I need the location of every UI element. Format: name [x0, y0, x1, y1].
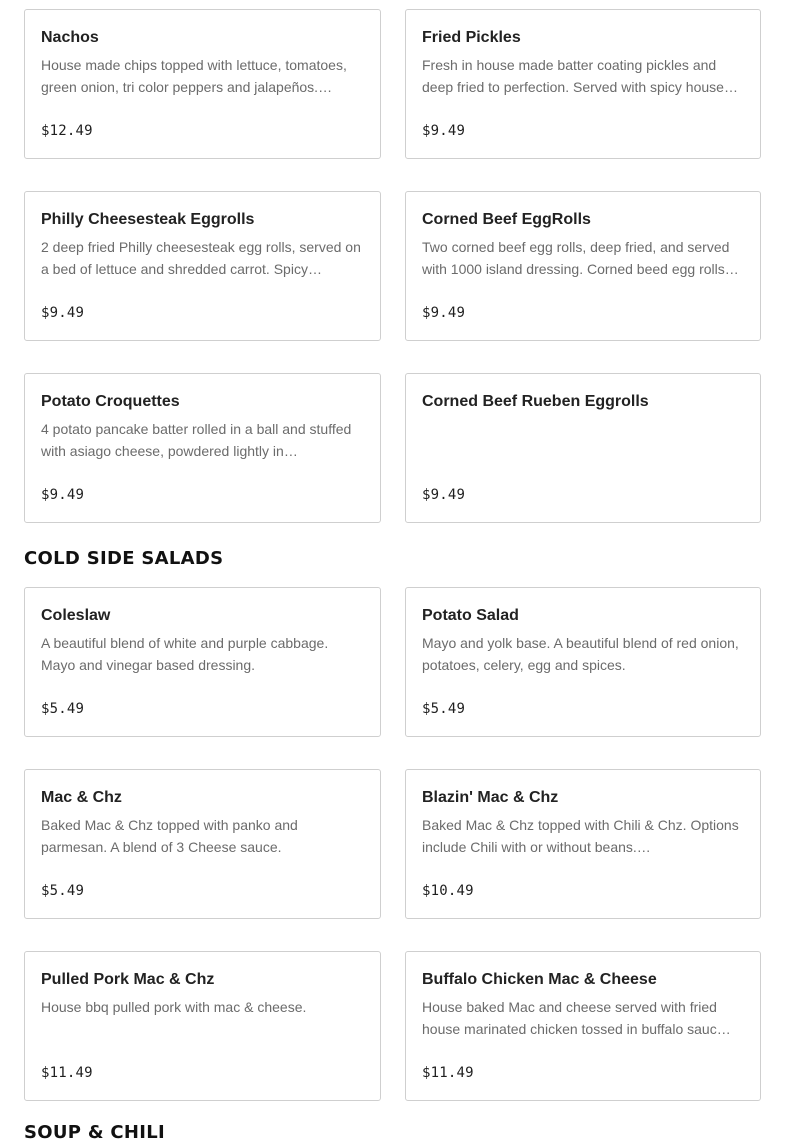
item-price: $5.49 [41, 701, 85, 717]
item-price: $10.49 [422, 883, 474, 899]
cold-side-salads-grid [24, 587, 761, 1101]
item-price: $9.49 [41, 305, 85, 321]
item-description: Mayo and yolk base. A beautiful blend of red onion, potatoes, celery, egg and spices. [422, 635, 739, 673]
item-price: $9.49 [422, 123, 466, 139]
item-price: $9.49 [422, 305, 466, 321]
item-price: $11.49 [41, 1065, 93, 1081]
item-description: Baked Mac & Chz topped with Chili & Chz. Options include Chili with or without beans.… [422, 817, 739, 855]
menu-item-card[interactable] [24, 191, 381, 341]
menu-item-card[interactable] [405, 769, 761, 919]
section-title-soup-chili: SOUP & CHILI [24, 1122, 166, 1143]
item-name: Potato Salad [422, 607, 519, 624]
item-description: House baked Mac and cheese served with fried house marinated chicken tossed in buffalo sauc… [422, 999, 731, 1037]
item-name: Nachos [41, 29, 99, 46]
item-name: Pulled Pork Mac & Chz [41, 971, 215, 988]
item-price: $9.49 [41, 487, 85, 503]
item-description: A beautiful blend of white and purple cabbage. Mayo and vinegar based dressing. [41, 635, 329, 673]
menu-item-card[interactable] [24, 373, 381, 523]
menu-item-card[interactable] [405, 9, 761, 159]
item-name: Corned Beef EggRolls [422, 211, 591, 228]
menu-item-card[interactable] [405, 587, 761, 737]
item-name: Buffalo Chicken Mac & Cheese [422, 971, 657, 988]
item-description: Baked Mac & Chz topped with panko and parmesan. A blend of 3 Cheese sauce. [41, 817, 298, 855]
item-description: Two corned beef egg rolls, deep fried, and served with 1000 island dressing. Corned beed egg rolls… [422, 239, 739, 277]
section-title-cold-side-salads: COLD SIDE SALADS [24, 548, 224, 569]
menu-item-card[interactable] [24, 9, 381, 159]
item-price: $9.49 [422, 487, 466, 503]
menu-item-card[interactable] [405, 951, 761, 1101]
item-price: $12.49 [41, 123, 93, 139]
menu-item-card[interactable] [24, 769, 381, 919]
item-name: Corned Beef Rueben Eggrolls [422, 393, 649, 410]
item-description: 2 deep fried Philly cheesesteak egg rolls, served on a bed of lettuce and shredded carrot. Spicy… [41, 239, 361, 277]
item-price: $5.49 [41, 883, 85, 899]
menu-item-card[interactable] [24, 587, 381, 737]
item-description: 4 potato pancake batter rolled in a ball and stuffed with asiago cheese, powdered lightly in… [41, 421, 352, 459]
item-description: House bbq pulled pork with mac & cheese. [41, 999, 307, 1015]
item-name: Philly Cheesesteak Eggrolls [41, 211, 255, 228]
item-name: Mac & Chz [41, 789, 122, 806]
item-description: House made chips topped with lettuce, tomatoes, green onion, tri color peppers and jalapeños.… [41, 57, 347, 95]
appetizers-grid [24, 9, 761, 523]
item-price: $5.49 [422, 701, 466, 717]
item-description: Fresh in house made batter coating pickles and deep fried to perfection. Served with spicy house… [422, 57, 738, 95]
item-name: Blazin' Mac & Chz [422, 789, 559, 806]
menu-item-card[interactable] [405, 191, 761, 341]
item-name: Potato Croquettes [41, 393, 180, 410]
item-description [422, 418, 744, 462]
menu-item-card[interactable] [24, 951, 381, 1101]
menu-item-card[interactable] [405, 373, 761, 523]
item-name: Coleslaw [41, 607, 111, 624]
item-name: Fried Pickles [422, 29, 521, 46]
item-price: $11.49 [422, 1065, 474, 1081]
